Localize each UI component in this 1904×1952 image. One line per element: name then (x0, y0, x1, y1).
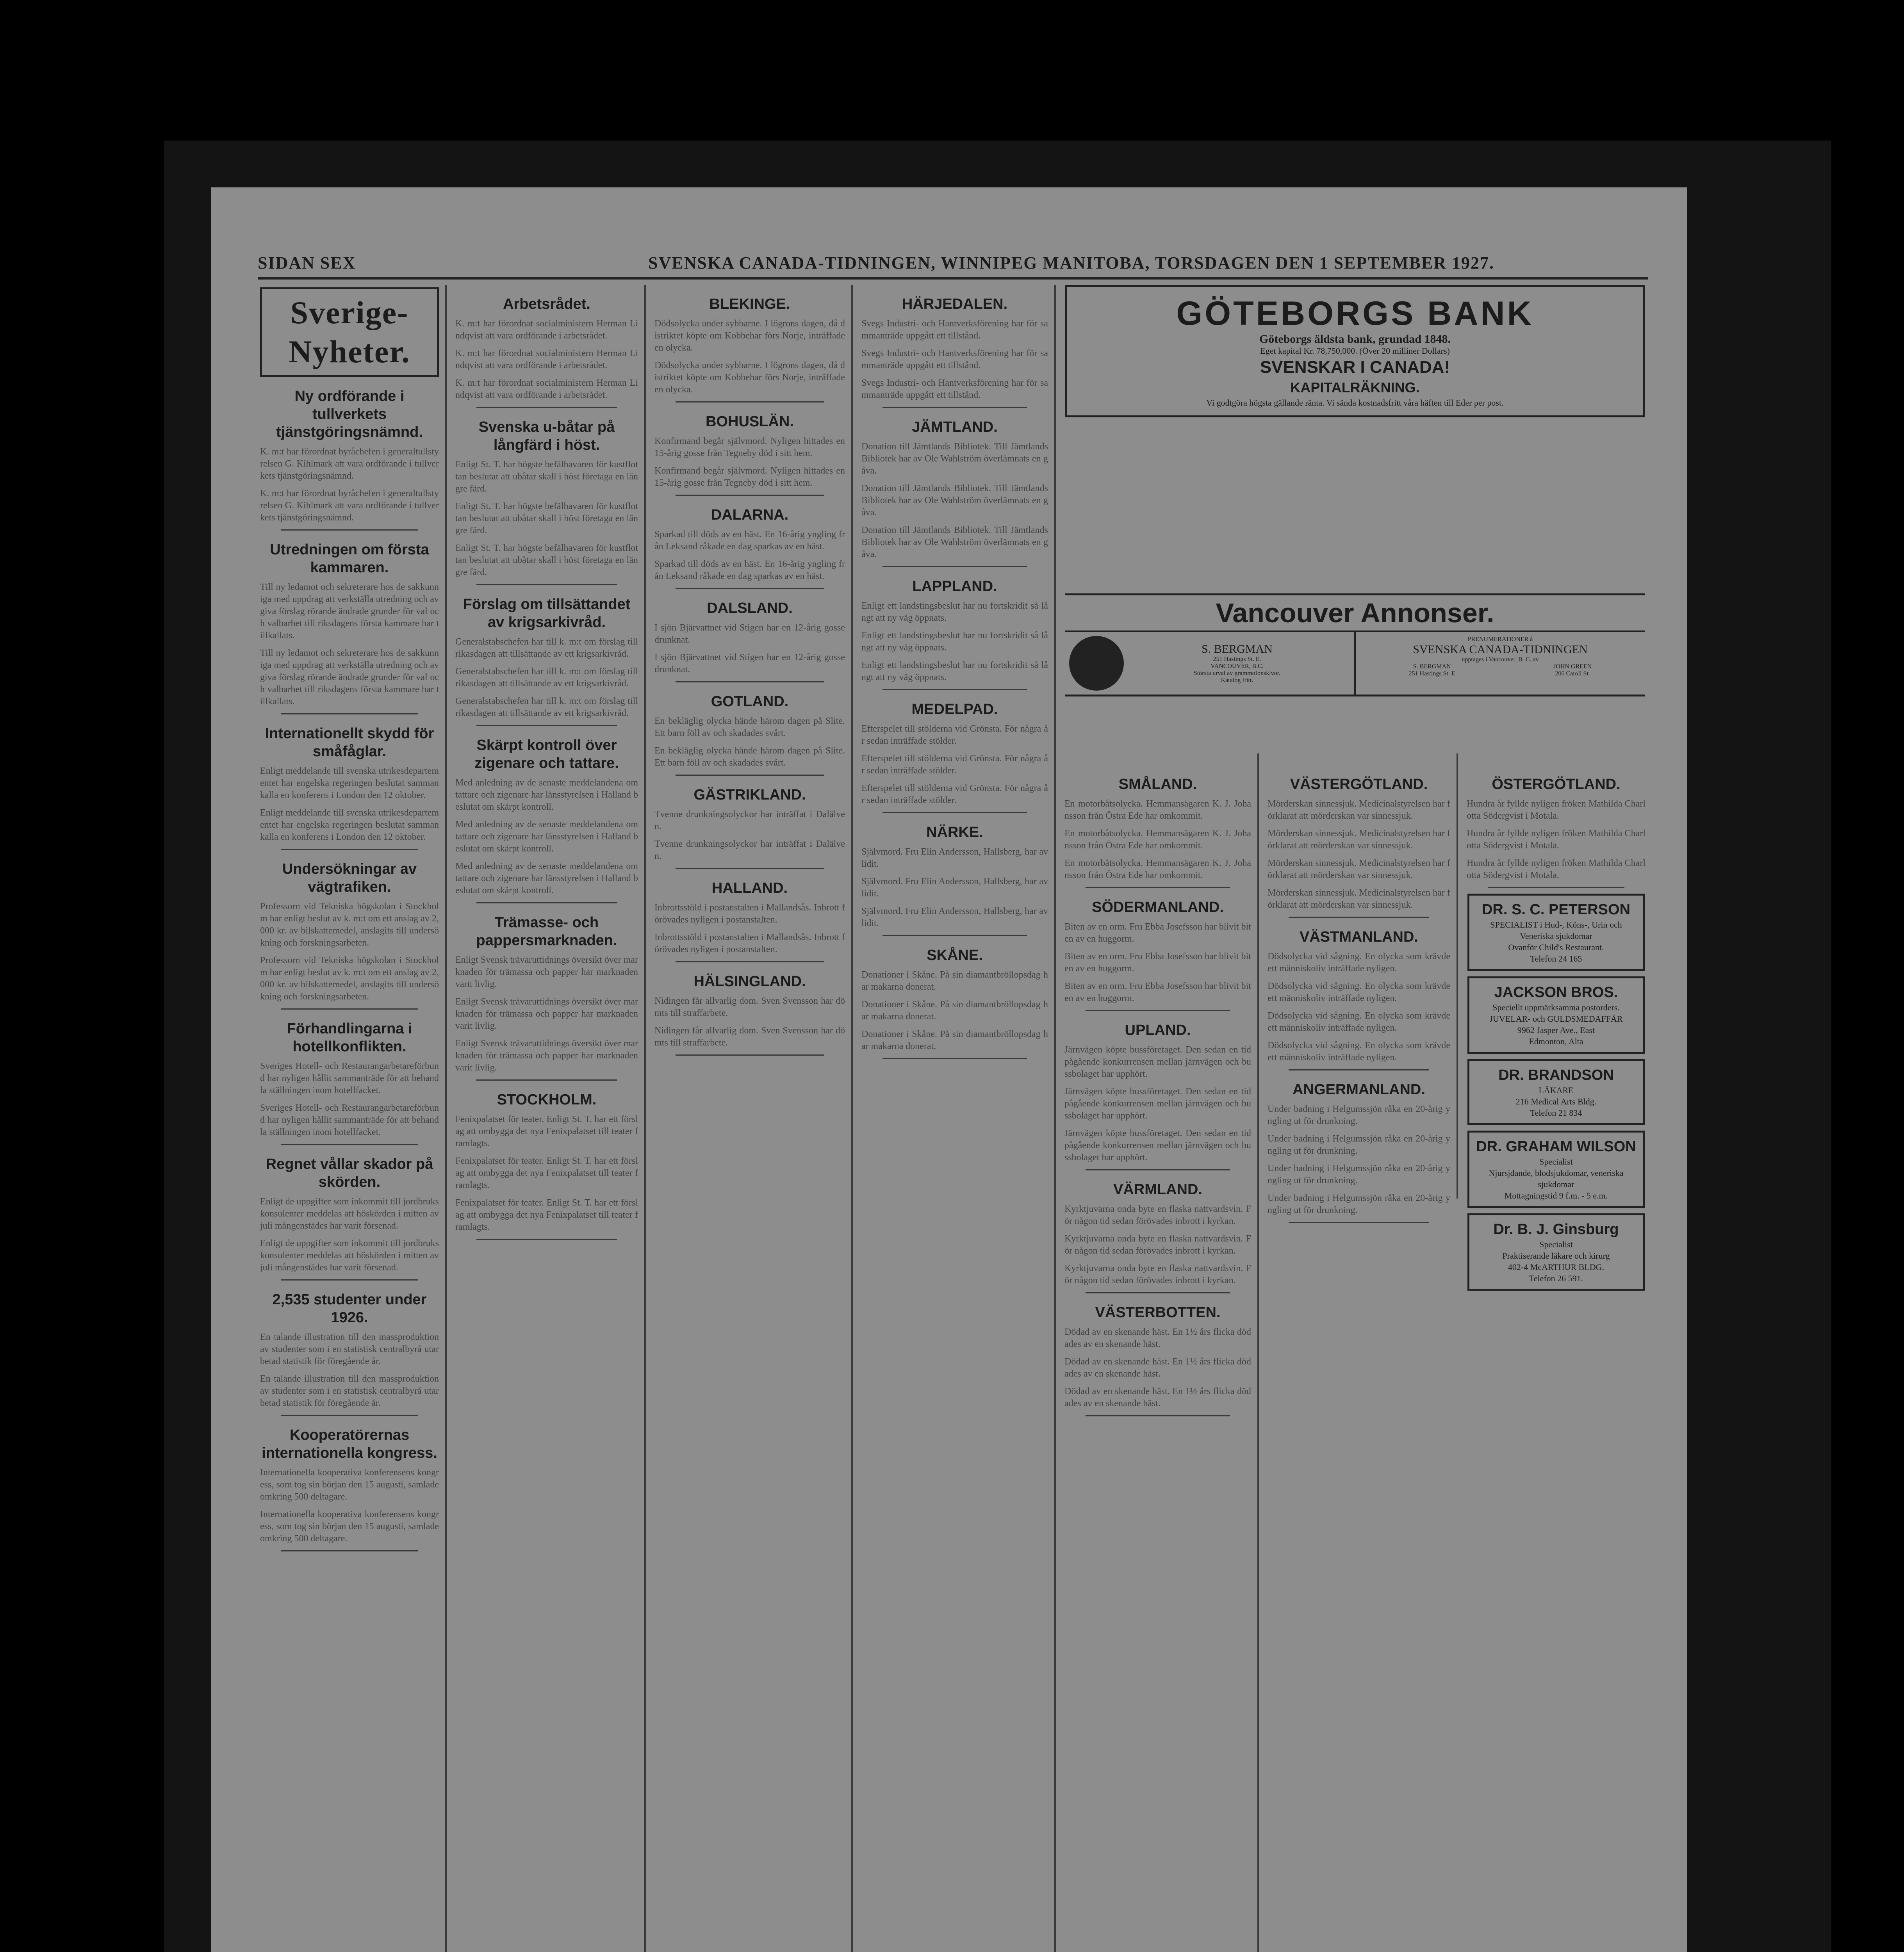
article-text: Sparkad till döds av en häst. En 16-årig yngling från Leksand råkade en dag sparkas av en häst. (654, 529, 845, 552)
article-text: Dödsolycka vid sågning. En olycka som krävde ett människoliv inträffade nyligen. (1268, 951, 1450, 974)
article-text: Självmord. Fru Elin Andersson, Hallsberg, har avlidit. (861, 906, 1048, 928)
ad-line: 9962 Jasper Ave., East (1517, 1025, 1595, 1035)
masthead (258, 250, 1648, 280)
article-separator (882, 566, 1027, 567)
column-rule (644, 285, 646, 1952)
article-text: Svegs Industri- och Hantverksförening har för sammanträde uppgått ett tillstånd. (861, 348, 1048, 370)
article (1062, 898, 1253, 1011)
article (1265, 1081, 1453, 1223)
article-separator (676, 495, 824, 496)
column-rule (851, 285, 853, 1952)
article-text: Hundra år fyllde nyligen fröken Mathilda Charlotta Södergvist i Motala. (1467, 858, 1645, 880)
article-text: Dödsolycka vid sågning. En olycka som krävde ett människoliv inträffade nyligen. (1268, 1011, 1450, 1033)
doctor-ad (1467, 894, 1645, 971)
article-headline: Trämasse- och pappersmarknaden. (476, 914, 617, 949)
article-separator (1086, 1415, 1230, 1416)
goteborgs-bank-ad (1065, 285, 1645, 417)
article-text: Enligt Svensk trävaruttidnings översikt över marknaden för trämassa och papper har marknaden varit livlig. (455, 997, 638, 1031)
article-text: En talande illustration till den massproduktion av studenter som i en statistisk centralbyrå utarbetad statistik för föregående år. (260, 1332, 439, 1366)
article-separator (1086, 1292, 1230, 1293)
article-separator (281, 1550, 418, 1551)
article-text: Enligt Svensk trävaruttidnings översikt över marknaden för trämassa och papper har marknaden varit livlig. (455, 955, 638, 989)
article (859, 946, 1050, 1059)
article-headline: HÄRJEDALEN. (902, 296, 1008, 312)
article-separator (676, 1054, 824, 1056)
column-rule (1457, 753, 1458, 1199)
article (652, 599, 847, 682)
article-headline: ANGERMANLAND. (1293, 1081, 1425, 1098)
ad-line: Telefon 26 591. (1529, 1273, 1583, 1283)
article-separator (476, 407, 617, 408)
column-rule (1054, 285, 1056, 1952)
article-text: Kyrktjuvarna onda byte en flaska nattvardsvin. För någon tid sedan förövades inbrott i kyrkan. (1064, 1234, 1251, 1256)
article-text: Självmord. Fru Elin Andersson, Hallsberg, har avlidit. (861, 876, 1048, 899)
article (652, 786, 847, 869)
article (652, 972, 847, 1056)
article-headline: SKÅNE. (927, 947, 983, 964)
article-text: Enligt meddelande till svenska utrikesdepartementet har engelska regeringen beslutat sammankalla en konferens i London den 12 oktober. (260, 808, 439, 842)
article-text: En motorbåtsolycka. Hemmansägaren K. J. Johansson från Östra Ede har omkommit. (1064, 799, 1251, 821)
article (859, 823, 1050, 936)
article-headline: BLEKINGE. (709, 296, 790, 312)
article-text: Fenixpalatset för teater. Enligt St. T. har ett förslag att ombygga det nya Fenixpalatset till teater framlagts. (455, 1198, 638, 1232)
ad-line: Njursjdande, blodsjukdomar, veneriska sjukdomar (1489, 1168, 1624, 1189)
article-text: Konfirmand begår självmord. Nyligen hittades en 15-årig gosse från Tegneby död i sitt hem. (654, 436, 845, 458)
article (1062, 1304, 1253, 1416)
article-text: Donation till Jämtlands Bibliotek. Till Jämtlands Bibliotek har av Ole Wahlström överlämnats en gåva. (861, 525, 1048, 559)
article-text: En motorbåtsolycka. Hemmansägaren K. J. Johansson från Östra Ede har omkommit. (1064, 828, 1251, 851)
article-headline: Regnet vållar skador på skörden. (266, 1156, 433, 1190)
professional-ads (1464, 894, 1648, 1291)
article-text: Donationer i Skåne. På sin diamantbröllopsdag har makarna donerat. (861, 1029, 1048, 1051)
article-separator (882, 407, 1027, 408)
column-4 (859, 285, 1050, 1952)
article-text: Efterspelet till stölderna vid Grönsta. För några år sedan inträffade stölder. (861, 783, 1048, 805)
article-separator (676, 588, 824, 589)
article-text: Tvenne drunkningsolyckor har inträffat i Dalälven. (654, 839, 845, 861)
article (859, 700, 1050, 813)
article-text: Enligt de uppgifter som inkommit till jordbrukskonsulenter meddelas att höskörden i mitten av juli mångenstädes har varit försenad. (260, 1238, 439, 1273)
article-text: Donation till Jämtlands Bibliotek. Till Jämtlands Bibliotek har av Ole Wahlström överlämnats en gåva. (861, 442, 1048, 476)
article-text: Mörderskan sinnessjuk. Medicinalstyrelsen har förklarat att mörderskan var sinnessjuk. (1268, 858, 1450, 880)
article-headline: Svenska u-båtar på långfärd i höst. (478, 419, 615, 453)
ad-line: SPECIALIST i Hud-, Köns-, Urin och Veneriska sjukdomar (1490, 920, 1622, 941)
article-separator (281, 1415, 418, 1416)
column-5 (1062, 765, 1253, 1952)
article-separator (676, 681, 824, 682)
column-3 (652, 285, 847, 1952)
article (258, 1155, 441, 1281)
agent-address: 251 Hastings St. E (1408, 670, 1455, 677)
article (453, 736, 640, 903)
article-text: Hundra år fyllde nyligen fröken Mathilda Charlotta Södergvist i Motala. (1467, 799, 1645, 821)
article-headline: SMÅLAND. (1118, 776, 1197, 793)
ad-line: Edmonton, Alta (1529, 1037, 1583, 1046)
article-separator (676, 961, 824, 962)
article-text: Enligt ett landstingsbeslut har nu fortskridit så långt att ny väg öppnats. (861, 601, 1048, 623)
record-icon (1069, 636, 1124, 691)
article (859, 295, 1050, 408)
ad-title: DR. GRAHAM WILSON (1476, 1138, 1636, 1155)
article-separator (882, 812, 1027, 813)
article-text: Enligt meddelande till svenska utrikesdepartementet har engelska regeringen beslutat sammankalla en konferens i London den 12 oktober. (260, 766, 439, 800)
article-text: K. m:t har förordnat socialministern Herman Lindqvist att vara ordförande i arbetsrådet. (455, 378, 638, 400)
article-text: Biten av en orm. Fru Ebba Josefsson har blivit biten av en huggorm. (1064, 951, 1251, 974)
article-separator (1488, 887, 1624, 888)
article-headline: Förslag om tillsättandet av krigsarkivråd. (463, 596, 631, 630)
newspaper-page (211, 187, 1687, 1952)
article-text: Dödsolycka vid sågning. En olycka som krävde ett människoliv inträffade nyligen. (1268, 981, 1450, 1003)
ad-line: 216 Medical Arts Bldg. (1515, 1097, 1597, 1106)
article-text: Dödad av en skenande häst. En 1½ års flicka dödades av en skenande häst. (1064, 1357, 1251, 1379)
article-text: K. m:t har förordnat byråchefen i generaltullstyrelsen G. Kihlmark att vara ordförande i tullverkets tjänstgöringsnämnd. (260, 488, 439, 523)
column-rule (1257, 753, 1259, 1952)
vancouver-ads (1062, 593, 1648, 757)
article-text: Enligt de uppgifter som inkommit till jordbrukskonsulenter meddelas att höskörden i mitten av juli mångenstädes har varit försenad. (260, 1197, 439, 1231)
article-list (258, 387, 441, 1551)
article-text: Enligt Svensk trävaruttidnings översikt över marknaden för trämassa och papper har marknaden varit livlig. (455, 1038, 638, 1073)
article (258, 1426, 441, 1551)
article-text: Internationella kooperativa konferensens kongress, som tog sin början den 15 augusti, samlade omkring 500 deltagare. (260, 1509, 439, 1544)
article-text: Biten av en orm. Fru Ebba Josefsson har blivit biten av en huggorm. (1064, 981, 1251, 1003)
agent-name: S. BERGMAN (1413, 663, 1451, 670)
article-text: Under badning i Helgumssjön råka en 20-årig yngling ut för drunkning. (1268, 1134, 1450, 1156)
article-headline: MEDELPAD. (911, 701, 998, 718)
article (1265, 928, 1453, 1070)
subscription-text: upptages i Vancouver, B. C. av (1462, 656, 1539, 663)
article-text: Sparkad till döds av en häst. En 16-årig yngling från Leksand råkade en dag sparkas av en häst. (654, 559, 845, 581)
article-text: Kyrktjuvarna onda byte en flaska nattvardsvin. För någon tid sedan förövades inbrott i kyrkan. (1064, 1204, 1251, 1226)
article-separator (476, 902, 617, 903)
article-headline: Undersökningar av vägtrafiken. (282, 861, 417, 895)
article-headline: STOCKHOLM. (497, 1092, 597, 1108)
column-6 (1265, 765, 1453, 1952)
column-7 (1464, 765, 1648, 1952)
ad-line: 402-4 McARTHUR BLDG. (1508, 1262, 1604, 1272)
article-headline: Ny ordförande i tullverkets tjänstgöringsnämnd. (276, 388, 423, 440)
article-headline: UPLAND. (1125, 1022, 1191, 1038)
article-text: Internationella kooperativa konferensens kongress, som tog sin början den 15 augusti, samlade omkring 500 deltagare. (260, 1468, 439, 1502)
article-separator (281, 1008, 418, 1010)
article-text: Tvenne drunkningsolyckor har inträffat i Dalälven. (654, 809, 845, 832)
article-text: Generalstabschefen har till k. m:t om förslag till rikasdagen att tillsättande av ett krigsarkivråd. (455, 666, 638, 689)
article (258, 541, 441, 714)
article-text: Enligt ett landstingsbeslut har nu fortskridit så långt att ny väg öppnats. (861, 660, 1048, 682)
article (258, 860, 441, 1010)
article-separator (476, 1079, 617, 1081)
article-text: Professorn vid Tekniska högskolan i Stockholm har enligt beslut av k. m:t om ett anslag av 2,000 kr. av bilskattemedel, anslagits till undersökning och forskningsarbeten. (260, 955, 439, 1002)
article-text: I sjön Bjärvattnet vid Stigen har en 12-årig gosse drunknat. (654, 652, 845, 675)
article-text: Sveriges Hotell- och Restaurangarbetareförbund har nyligen hållit sammanträde för att behandla ställningen inom hotellfacket. (260, 1061, 439, 1095)
article-separator (676, 401, 824, 403)
article-text: Enligt St. T. har högste befälhavaren för kustflottan beslutat att ubåtar skall i höst företaga en längre färd. (455, 501, 638, 536)
bank-name: GÖTEBORGS BANK (1176, 295, 1534, 332)
article-text: Under badning i Helgumssjön råka en 20-årig yngling ut för drunkning. (1268, 1163, 1450, 1186)
article-text: Inbrottsstöld i postanstalten i Mallandsås. Inbrott förövades nyligen i postanstalten. (654, 903, 845, 925)
article-headline: GÄSTRIKLAND. (693, 787, 806, 803)
article-text: Med anledning av de senaste meddelandena om tattare och zigenare har länsstyrelsen i Halland beslutat om skärpt kontroll. (455, 819, 638, 854)
agent-name: JOHN GREEN (1553, 663, 1592, 670)
ad-line: Speciellt uppmärksamma postorders. (1492, 1003, 1620, 1012)
article (258, 1020, 441, 1145)
article-headline: VÄSTERBOTTEN. (1095, 1304, 1221, 1321)
article-text: Järnvägen köpte bussföretaget. Den sedan en tid pågående konkurrensen mellan järnvägen och bussbolaget har upphört. (1064, 1128, 1251, 1163)
ad-line: Praktiserande läkare och kirurg (1502, 1251, 1610, 1261)
article-text: Fenixpalatset för teater. Enligt St. T. har ett förslag att ombygga det nya Fenixpalatset till teater framlagts. (455, 1114, 638, 1149)
section-title: Sverige-Nyheter. (260, 287, 439, 377)
article (453, 914, 640, 1081)
bergman-name: S. BERGMAN (1202, 643, 1273, 655)
bergman-city: VANCOUVER, B.C. (1211, 663, 1264, 670)
article-text: Generalstabschefen har till k. m:t om förslag till rikasdagen att tillsättande av ett krigsarkivråd. (455, 637, 638, 659)
vancouver-header: Vancouver Annonser. (1216, 598, 1494, 628)
article-text: Svegs Industri- och Hantverksförening har för sammanträde uppgått ett tillstånd. (861, 319, 1048, 341)
article-text: Generalstabschefen har till k. m:t om förslag till rikasdagen att tillsättande av ett krigsarkivråd. (455, 696, 638, 718)
article-headline: LAPPLAND. (912, 578, 997, 595)
article-separator (1289, 1069, 1429, 1070)
article (652, 413, 847, 496)
article (652, 879, 847, 962)
bank-heading: KAPITALRÄKNING. (1290, 379, 1420, 395)
article-separator (1289, 1222, 1429, 1223)
ad-title: JACKSON BROS. (1494, 984, 1618, 1001)
article-text: Konfirmand begår självmord. Nyligen hittades en 15-årig gosse från Tegneby död i sitt hem. (654, 466, 845, 488)
article-text: Efterspelet till stölderna vid Grönsta. För några år sedan inträffade stölder. (861, 724, 1048, 746)
article-separator (1086, 887, 1230, 888)
article-text: Med anledning av de senaste meddelandena om tattare och zigenare har länsstyrelsen i Halland beslutat om skärpt kontroll. (455, 861, 638, 896)
bergman-address: 251 Hastings St. E. (1213, 656, 1261, 663)
article-text: K. m:t har förordnat socialministern Herman Lindqvist att vara ordförande i arbetsrådet. (455, 348, 638, 370)
article-headline: NÄRKE. (926, 824, 983, 841)
article-separator (476, 1239, 617, 1240)
article-separator (281, 1144, 418, 1145)
doctor-ad (1467, 976, 1645, 1054)
article-headline: GOTLAND. (711, 693, 789, 710)
article (652, 295, 847, 403)
article-headline: 2,535 studenter under 1926. (272, 1291, 427, 1326)
ad-line: JUVELAR- och GULDSMEDAFFÄR (1489, 1014, 1623, 1024)
article-headline: Arbetsrådet. (503, 296, 590, 312)
article-text: Sveriges Hotell- och Restaurangarbetareförbund har nyligen hållit sammanträde för att behandla ställningen inom hotellfacket. (260, 1103, 439, 1137)
article-text: Dödsolycka under sybbarne. I lögrons dagen, då distriktet köpte om Kobbehar förs Norje, inträffade en olycka. (654, 319, 845, 353)
article-text: Självmord. Fru Elin Andersson, Hallsberg, har avlidit. (861, 847, 1048, 869)
bank-subtitle: Göteborgs äldsta bank, grundad 1848. (1259, 333, 1451, 346)
article-text: En bekläglig olycka hände härom dagen på Slite. Ett barn föll av och skadades svårt. (654, 716, 845, 738)
article (1265, 775, 1453, 918)
article-separator (676, 868, 824, 869)
article-headline: DALARNA. (711, 507, 789, 523)
bank-capital: Eget kapital Kr. 78,750,000. (Över 20 milliner Dollars) (1260, 346, 1450, 356)
article-separator (476, 584, 617, 585)
article-text: Med anledning av de senaste meddelandena om tattare och zigenare har länsstyrelsen i Halland beslutat om skärpt kontroll. (455, 778, 638, 812)
article-text: Dödad av en skenande häst. En 1½ års flicka dödades av en skenande häst. (1064, 1327, 1251, 1349)
article-text: Mörderskan sinnessjuk. Medicinalstyrelsen har förklarat att mörderskan var sinnessjuk. (1268, 888, 1450, 910)
article-text: K. m:t har förordnat byråchefen i generaltullstyrelsen G. Kihlmark att vara ordförande i tullverkets tjänstgöringsnämnd. (260, 447, 439, 481)
article (1062, 1021, 1253, 1170)
article-headline: Skärpt kontroll över zigenare och tattare. (474, 737, 619, 771)
article-text: Kyrktjuvarna onda byte en flaska nattvardsvin. För någon tid sedan förövades inbrott i kyrkan. (1064, 1263, 1251, 1286)
ad-title: DR. S. C. PETERSON (1481, 901, 1631, 918)
column-rule (445, 285, 447, 1952)
article-headline: VÄSTMANLAND. (1300, 929, 1418, 945)
ad-title: Dr. B. J. Ginsburg (1493, 1221, 1619, 1238)
article-separator (281, 529, 418, 531)
article-text: En bekläglig olycka hände härom dagen på Slite. Ett barn föll av och skadades svårt. (654, 746, 845, 768)
article-headline: SÖDERMANLAND. (1092, 899, 1224, 915)
ad-line: Specialist (1539, 1157, 1573, 1167)
doctor-ad (1467, 1131, 1645, 1208)
article-headline: Förhandlingarna i hotellkonflikten. (287, 1021, 412, 1055)
article-text: Fenixpalatset för teater. Enligt St. T. har ett förslag att ombygga det nya Fenixpalatset till teater framlagts. (455, 1156, 638, 1190)
article-text: En talande illustration till den massproduktion av studenter som i en statistisk centralbyrå utarbetad statistik för föregående år. (260, 1374, 439, 1408)
article-separator (281, 713, 418, 714)
article (1062, 1181, 1253, 1293)
article-headline: HÄLSINGLAND. (693, 973, 806, 990)
article (1464, 775, 1648, 888)
ad-line: LÄKARE (1539, 1085, 1574, 1095)
article (453, 418, 640, 585)
article-separator (1086, 1169, 1230, 1170)
ad-line: Mottagningstid 9 f.m. - 5 e.m. (1504, 1191, 1608, 1200)
article-text: Inbrottsstöld i postanstalten i Mallandsås. Inbrott förövades nyligen i postanstalten. (654, 932, 845, 955)
article-text: Donationer i Skåne. På sin diamantbröllopsdag har makarna donerat. (861, 999, 1048, 1022)
bank-slogan: SVENSKAR I CANADA! (1260, 358, 1450, 377)
article-headline: HALLAND. (711, 880, 788, 896)
bank-text: Vi godtgöra högsta gällande ränta. Vi sända kostnadsfritt våra häften till Eder per post. (1206, 398, 1504, 408)
article-separator (882, 935, 1027, 936)
article (258, 725, 441, 850)
article-text: Till ny ledamot och sekreterare hos de sakkunniga med uppdrag att verkställa utredning och avgiva förslag rörande ändrade grunder för val och valbarhet till riksdagens första kammare har tillkallats. (260, 582, 439, 641)
article-separator (1289, 917, 1429, 918)
doctor-ad (1467, 1213, 1645, 1291)
subscription-ad (1356, 632, 1645, 695)
article-text: Professorn vid Tekniska högskolan i Stockholm har enligt beslut av k. m:t om ett anslag av 2,000 kr. av bilskattemedel, anslagits till undersökning och forskningsarbeten. (260, 901, 439, 948)
article (453, 595, 640, 726)
bergman-catalog: Katalog fritt. (1221, 677, 1253, 684)
article-text: Till ny ledamot och sekreterare hos de sakkunniga med uppdrag att verkställa utredning och avgiva förslag rörande ändrade grunder för val och valbarhet till riksdagens första kammare har tillkallats. (260, 648, 439, 707)
article-text: Järnvägen köpte bussföretaget. Den sedan en tid pågående konkurrensen mellan järnvägen och bussbolaget har upphört. (1064, 1045, 1251, 1079)
article-headline: VÄSTERGÖTLAND. (1290, 776, 1428, 793)
article-text: Enligt ett landstingsbeslut har nu fortskridit så långt att ny väg öppnats. (861, 630, 1048, 653)
paper-dateline: SVENSKA CANADA-TIDNINGEN, WINNIPEG MANITOBA, TORSDAGEN DEN 1 SEPTEMBER 1927. (648, 253, 1494, 272)
article-text: Efterspelet till stölderna vid Grönsta. För några år sedan inträffade stölder. (861, 753, 1048, 776)
article-headline: BOHUSLÄN. (706, 413, 794, 430)
article-text: Dödsolycka vid sågning. En olycka som krävde ett människoliv inträffade nyligen. (1268, 1040, 1450, 1063)
article (1062, 775, 1253, 888)
column-1 (258, 285, 441, 1952)
subscription-paper: SVENSKA CANADA-TIDNINGEN (1413, 643, 1588, 656)
article-separator (676, 775, 824, 776)
article-separator (476, 725, 617, 726)
article-headline: Kooperatörernas internationella kongress. (262, 1427, 437, 1461)
article (859, 577, 1050, 690)
article-text: Nidingen får allvarlig dom. Sven Svensson har dömts till straffarbete. (654, 1026, 845, 1048)
article-text: Mörderskan sinnessjuk. Medicinalstyrelsen har förklarat att mörderskan var sinnessjuk. (1268, 828, 1450, 851)
article (453, 295, 640, 408)
article-text: Biten av en orm. Fru Ebba Josefsson har blivit biten av en huggorm. (1064, 922, 1251, 944)
subscription-head: PRENUMERATIONER å (1467, 636, 1533, 643)
article (453, 1091, 640, 1240)
article-headline: DALSLAND. (707, 600, 793, 616)
article-text: Järnvägen köpte bussföretaget. Den sedan en tid pågående konkurrensen mellan järnvägen och bussbolaget har upphört. (1064, 1086, 1251, 1121)
article-text: K. m:t har förordnat socialministern Herman Lindqvist att vara ordförande i arbetsrådet. (455, 319, 638, 341)
article (258, 1291, 441, 1416)
article-text: I sjön Bjärvattnet vid Stigen har en 12-årig gosse drunknat. (654, 623, 845, 645)
agent-address: 206 Caroll St. (1555, 670, 1590, 677)
ad-line: Telefon 21 834 (1530, 1108, 1582, 1118)
article-text: Enligt St. T. har högste befälhavaren för kustflottan beslutat att ubåtar skall i höst företaga en längre färd. (455, 460, 638, 494)
bergman-ad (1065, 632, 1356, 695)
ad-title: DR. BRANDSON (1498, 1067, 1614, 1083)
ad-line: Telefon 24 165 (1530, 954, 1582, 964)
article (652, 693, 847, 776)
doctor-ad (1467, 1059, 1645, 1125)
article-text: Mörderskan sinnessjuk. Medicinalstyrelsen har förklarat att mörderskan var sinnessjuk. (1268, 799, 1450, 821)
article-separator (1086, 1010, 1230, 1011)
page-number: SIDAN SEX (258, 253, 356, 272)
article-text: Nidingen får allvarlig dom. Sven Svensson har dömts till straffarbete. (654, 996, 845, 1018)
article-separator (281, 1279, 418, 1281)
article-separator (882, 689, 1027, 690)
article (258, 387, 441, 531)
column-2 (453, 285, 640, 1952)
article-text: Donation till Jämtlands Bibliotek. Till Jämtlands Bibliotek har av Ole Wahlström överlämnats en gåva. (861, 483, 1048, 518)
article-text: Svegs Industri- och Hantverksförening har för sammanträde uppgått ett tillstånd. (861, 378, 1048, 400)
article (859, 418, 1050, 567)
article-headline: ÖSTERGÖTLAND. (1492, 776, 1621, 793)
article-text: Donationer i Skåne. På sin diamantbröllopsdag har makarna donerat. (861, 970, 1048, 992)
article-headline: Utredningen om första kammaren. (270, 541, 429, 576)
bergman-text: Största urval av grammofonskivor. (1193, 670, 1281, 677)
article-separator (281, 849, 418, 850)
article-text: Dödsolycka under sybbarne. I lögrons dagen, då distriktet köpte om Kobbehar förs Norje, inträffade en olycka. (654, 360, 845, 395)
article-text: Under badning i Helgumssjön råka en 20-årig yngling ut för drunkning. (1268, 1193, 1450, 1215)
article-text: Enligt St. T. har högste befälhavaren för kustflottan beslutat att ubåtar skall i höst företaga en längre färd. (455, 543, 638, 577)
article (652, 506, 847, 589)
article-headline: Internationellt skydd för småfåglar. (265, 725, 434, 760)
article-text: Hundra år fyllde nyligen fröken Mathilda Charlotta Södergvist i Motala. (1467, 828, 1645, 851)
article-text: Dödad av en skenande häst. En 1½ års flicka dödades av en skenande häst. (1064, 1386, 1251, 1409)
article-separator (882, 1058, 1027, 1059)
article-headline: JÄMTLAND. (912, 419, 998, 435)
ad-line: Specialist (1539, 1240, 1573, 1249)
article-text: Under badning i Helgumssjön råka en 20-årig yngling ut för drunkning. (1268, 1104, 1450, 1126)
ad-line: Ovanför Child's Restaurant. (1508, 942, 1604, 952)
article-headline: VÄRMLAND. (1113, 1181, 1202, 1198)
article-text: En motorbåtsolycka. Hemmansägaren K. J. Johansson från Östra Ede har omkommit. (1064, 858, 1251, 880)
